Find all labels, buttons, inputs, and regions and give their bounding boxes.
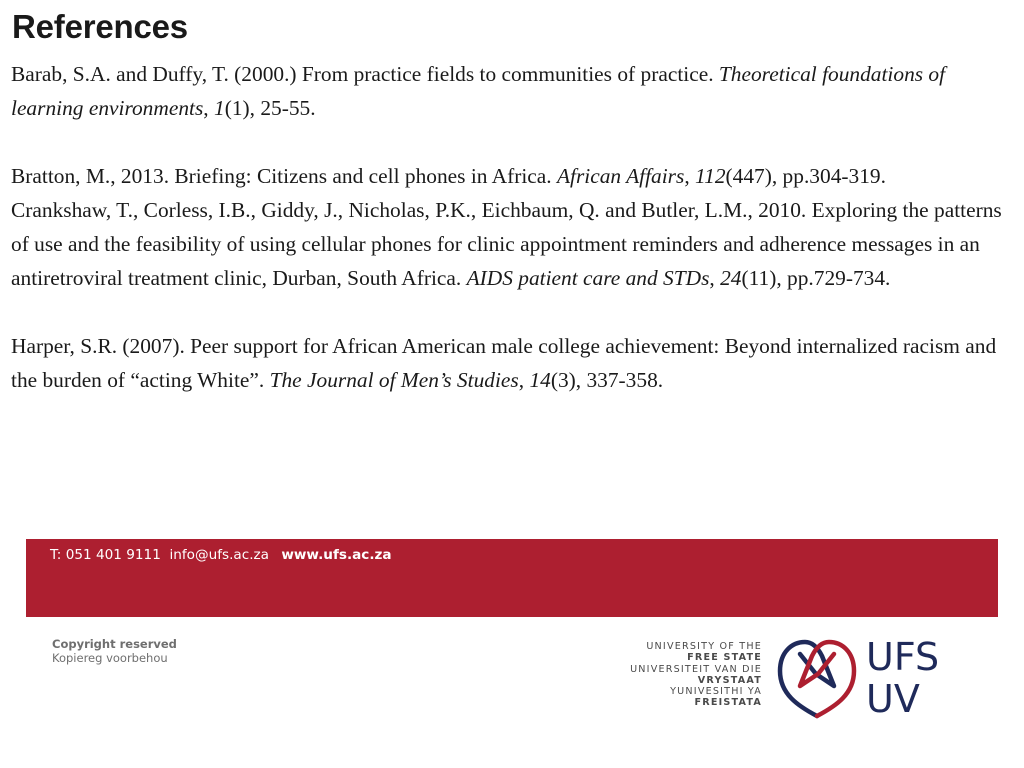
university-name-line: FREISTATA — [694, 697, 762, 709]
reference-volume: 112 — [695, 164, 726, 188]
reference-gap — [11, 295, 1019, 329]
footer-contact-band — [26, 539, 998, 617]
copyright-line-en: Copyright reserved — [52, 637, 177, 651]
reference-item — [11, 159, 1019, 193]
reference-volume: 24 — [720, 266, 742, 290]
reference-separator: , — [203, 96, 214, 120]
reference-item — [11, 57, 1019, 125]
reference-pages: (1), 25-55. — [224, 96, 316, 120]
website-link[interactable]: www.ufs.ac.za — [281, 547, 392, 563]
contact-info — [50, 547, 392, 563]
phone-number: T: 051 401 9111 — [50, 547, 161, 563]
email-link[interactable]: info@ufs.ac.za — [169, 547, 269, 563]
reference-volume: 1 — [214, 96, 225, 120]
reference-authors-title: Crankshaw, T., Corless, I.B., Giddy, J., Nicholas, P.K., Eichbaum, Q. and Butler, L.M., 2010. Exploring the patterns of use and the feasibility of using cellular phones for clinic appointment reminders and adherence messages in an antiretroviral treatment clinic, Durban, South Africa. — [11, 198, 1002, 290]
reference-authors-title: Barab, S.A. and Duffy, T. (2000.) From practice fields to communities of practice. — [11, 62, 719, 86]
reference-separator: , — [709, 266, 721, 290]
university-name-line: FREE STATE — [687, 652, 762, 664]
reference-journal: AIDS patient care and STDs — [466, 266, 710, 290]
university-name-line: UNIVERSITEIT VAN DIE — [630, 663, 762, 675]
page-title: References — [12, 8, 188, 45]
reference-authors-title: Bratton, M., 2013. Briefing: Citizens and cell phones in Africa. — [11, 164, 557, 188]
reference-separator: , — [518, 368, 530, 392]
reference-journal: Theoretical foundations of learning environments — [11, 62, 946, 120]
reference-journal: The Journal of Men’s Studies — [269, 368, 519, 392]
reference-pages: (11), pp.729-734. — [741, 266, 891, 290]
copyright-line-af: Kopiereg voorbehou — [52, 651, 168, 665]
reference-journal: African Affairs — [556, 164, 685, 188]
university-name-line: YUNIVESITHI YA — [670, 686, 762, 698]
copyright-notice — [52, 637, 177, 665]
reference-separator: , — [684, 164, 696, 188]
logo-text-ufs: UFS — [866, 636, 940, 679]
reference-gap — [11, 125, 1019, 159]
reference-authors-title: Harper, S.R. (2007). Peer support for African American male college achievement: Beyond internalized racism and the burden of “acting White”. — [11, 334, 997, 392]
reference-item — [11, 329, 1019, 397]
reference-volume: 14 — [529, 368, 551, 392]
reference-item — [11, 193, 1019, 295]
reference-pages: (447), pp.304-319. — [725, 164, 886, 188]
university-name-block — [630, 641, 762, 709]
logo-text-uv: UV — [866, 677, 920, 716]
reference-pages: (3), 337-358. — [550, 368, 664, 392]
ufs-emblem-icon — [776, 636, 858, 720]
reference-list — [11, 57, 1019, 397]
ufs-uv-logo — [866, 636, 952, 716]
university-name-line: VRYSTAAT — [697, 674, 762, 686]
university-name-line: UNIVERSITY OF THE — [646, 641, 762, 652]
